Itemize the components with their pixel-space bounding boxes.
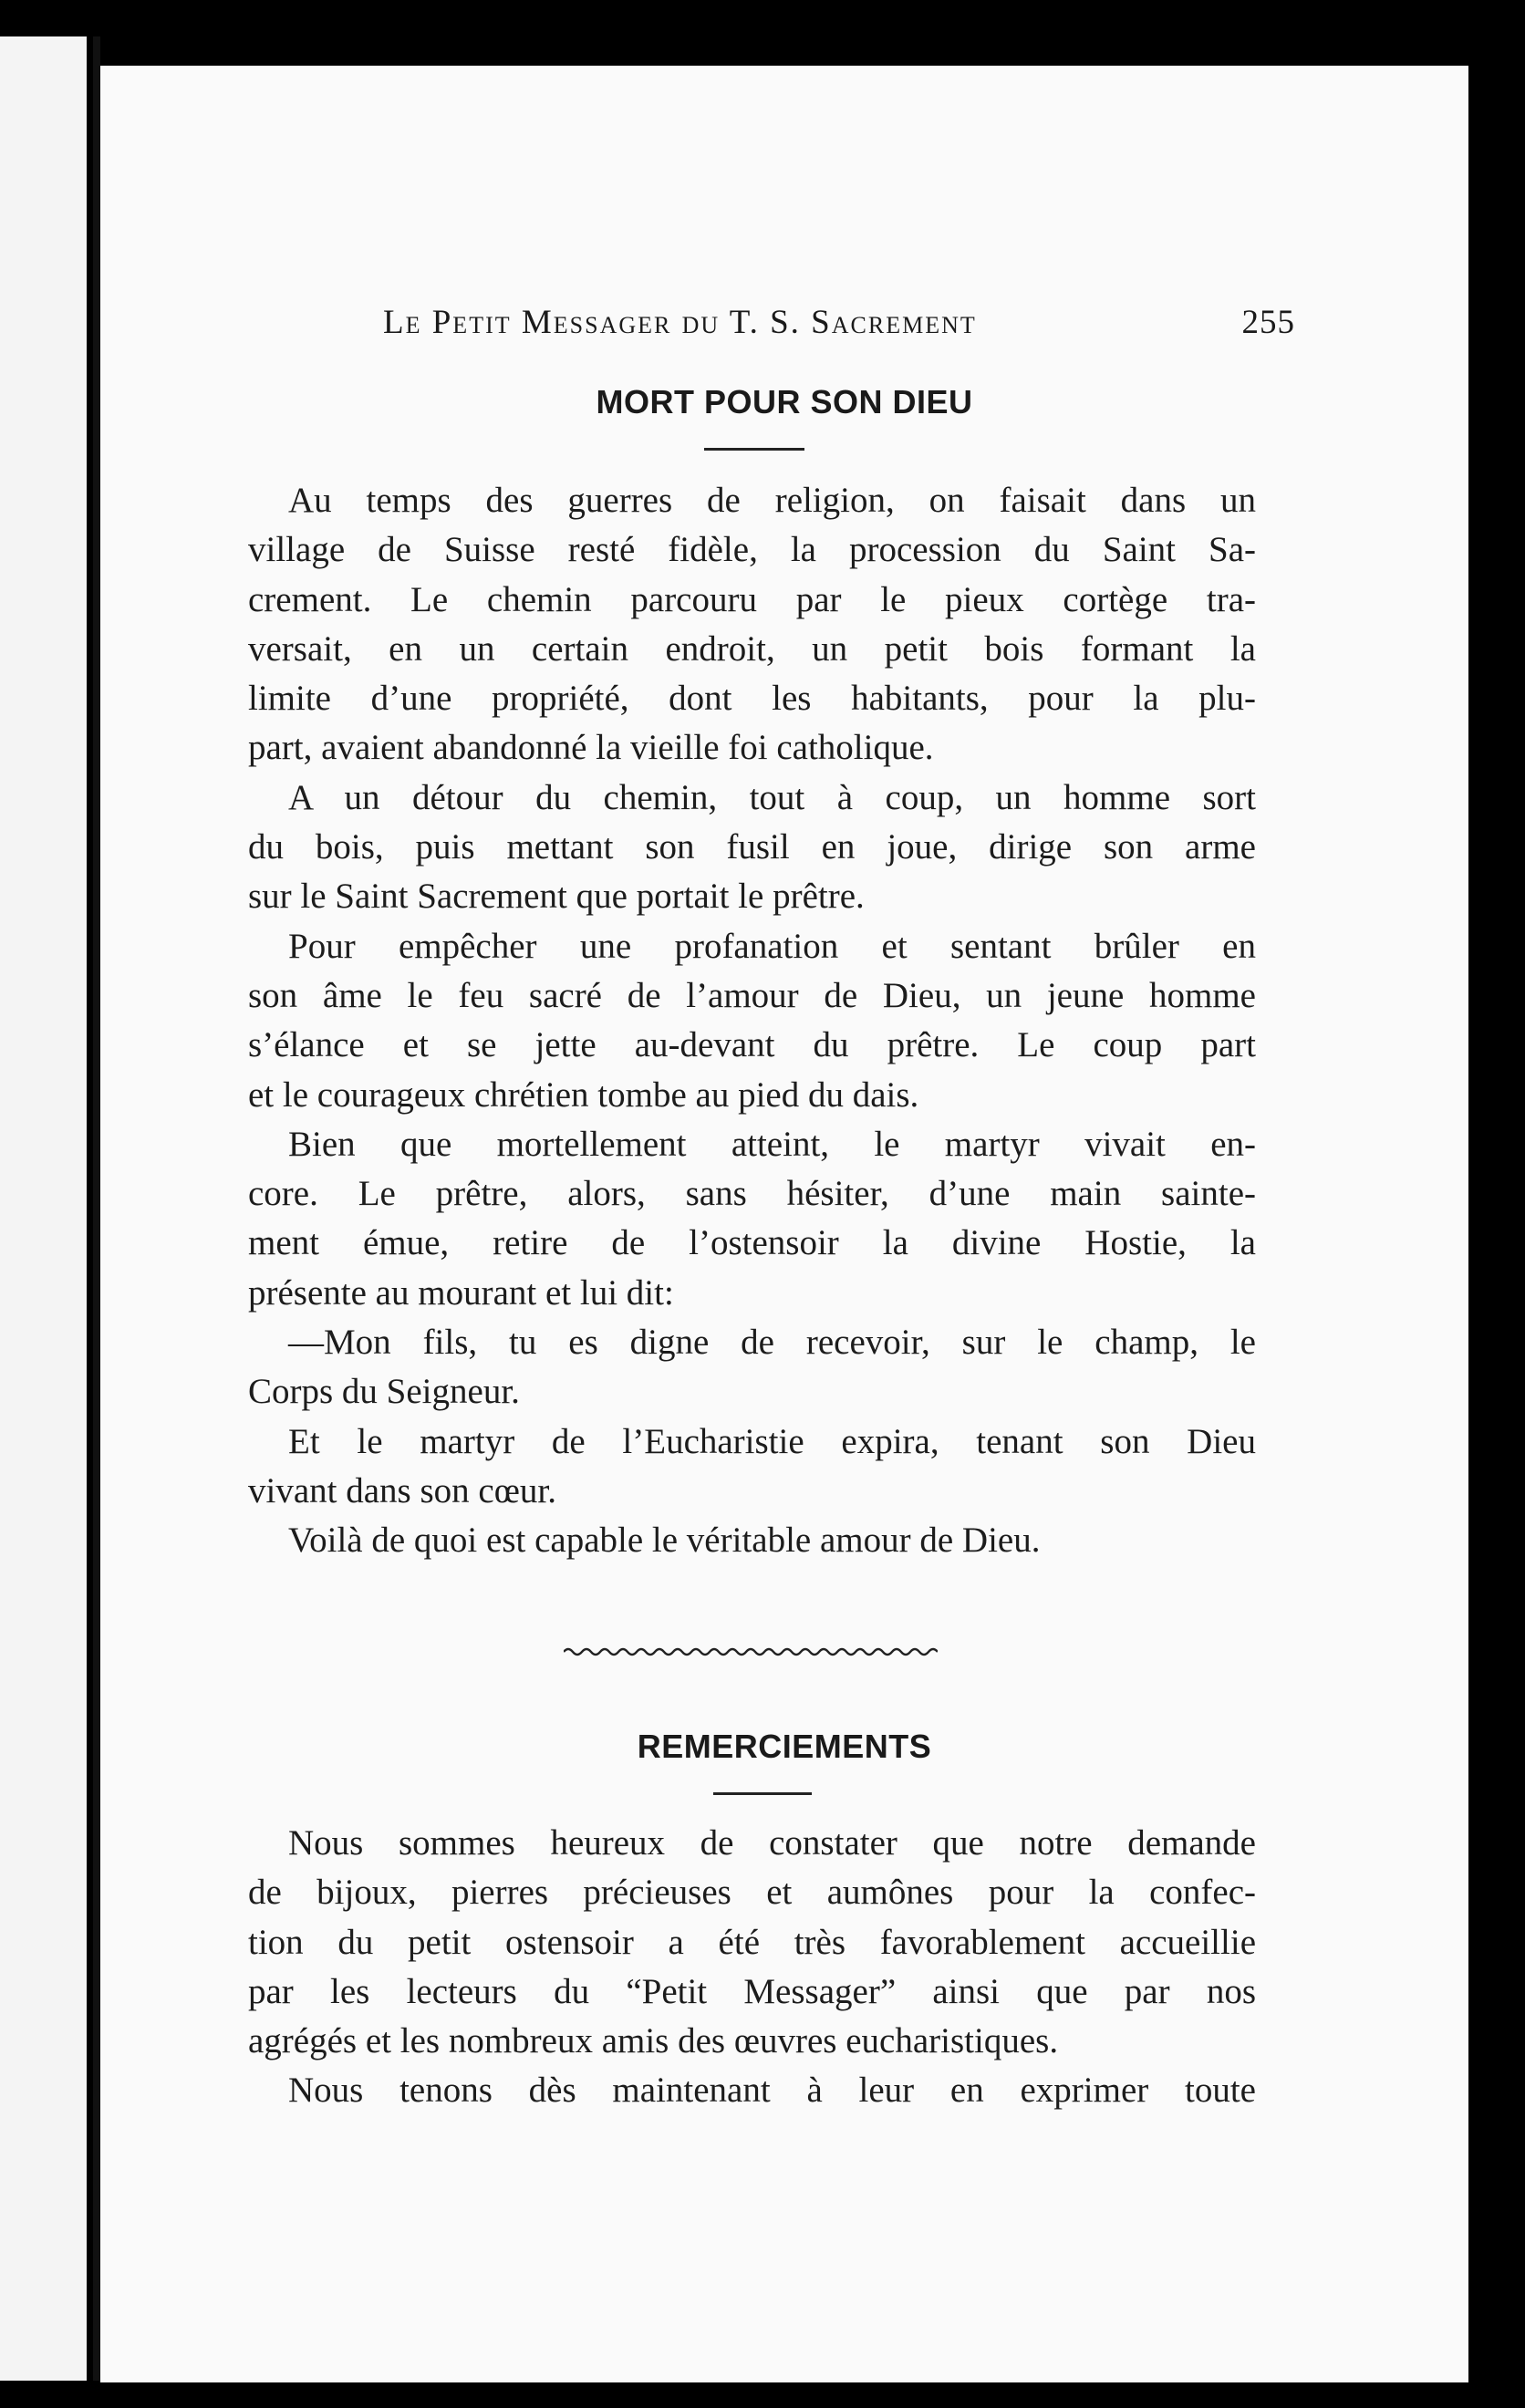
text-line: Corps du Seigneur. [248, 1372, 520, 1412]
article-heading-mort-pour-son-dieu: MORT POUR SON DIEU [596, 383, 973, 420]
text-line: part, avaient abandonné la vieille foi catholique. [248, 728, 934, 768]
text-line: core. Le prêtre, alors, sans hésiter, d’une main sainte- [248, 1174, 1256, 1214]
text-line: Et le martyr de l’Eucharistie expira, tenant son Dieu [288, 1421, 1256, 1461]
text-line: Nous tenons dès maintenant à leur en exprimer toute [288, 2071, 1256, 2111]
text-line: sur le Saint Sacrement que portait le prêtre. [248, 877, 865, 917]
page-number: 255 [1241, 304, 1295, 341]
text-line: Bien que mortellement atteint, le martyr vivait en- [288, 1124, 1256, 1164]
heading-rule [713, 1792, 812, 1795]
text-line: tion du petit ostensoir a été très favorablement accueillie [248, 1922, 1256, 1962]
text-line: Voilà de quoi est capable le véritable amour de Dieu. [288, 1521, 1041, 1561]
running-head-title: Le Petit Messager du T. S. Sacrement [383, 304, 977, 341]
text-line: crement. Le chemin parcouru par le pieux cortège tra- [248, 579, 1256, 619]
facing-page-edge [0, 36, 87, 2381]
wavy-divider [564, 1642, 938, 1662]
running-head [383, 303, 1295, 342]
text-line: versait, en un certain endroit, un petit bois formant la [248, 628, 1256, 669]
article-heading-remerciements: REMERCIEMENTS [637, 1728, 932, 1765]
text-line: Pour empêcher une profanation et sentant brûler en [288, 926, 1256, 966]
text-line: ment émue, retire de l’ostensoir la divine Hostie, la [248, 1223, 1256, 1263]
text-line: vivant dans son cœur. [248, 1470, 556, 1510]
text-line: s’élance et se jette au-devant du prêtre. Le coup part [248, 1025, 1256, 1065]
text-line: village de Suisse resté fidèle, la procession du Saint Sa- [248, 530, 1256, 570]
article-body-2 [248, 1819, 1256, 2116]
article-body-1 [248, 476, 1256, 1566]
text-line: son âme le feu sacré de l’amour de Dieu, un jeune homme [248, 975, 1256, 1015]
text-line: de bijoux, pierres précieuses et aumônes pour la confec- [248, 1873, 1256, 1913]
text-line: A un détour du chemin, tout à coup, un homme sort [288, 777, 1256, 817]
text-line: agrégés et les nombreux amis des œuvres eucharistiques. [248, 2021, 1059, 2061]
text-line: présente au mourant et lui dit: [248, 1272, 674, 1313]
text-line: Au temps des guerres de religion, on faisait dans un [288, 481, 1256, 520]
text-line: par les lecteurs du “Petit Messager” ainsi que par nos [248, 1971, 1256, 2011]
text-line: Nous sommes heureux de constater que notre demande [288, 1823, 1256, 1863]
text-line: limite d’une propriété, dont les habitants, pour la plu- [248, 679, 1256, 719]
page-gutter [93, 36, 100, 2381]
text-line: du bois, puis mettant son fusil en joue, dirige son arme [248, 827, 1256, 867]
heading-rule [704, 448, 804, 451]
text-line: —Mon fils, tu es digne de recevoir, sur le champ, le [288, 1323, 1256, 1363]
text-line: et le courageux chrétien tombe au pied du dais. [248, 1074, 919, 1115]
